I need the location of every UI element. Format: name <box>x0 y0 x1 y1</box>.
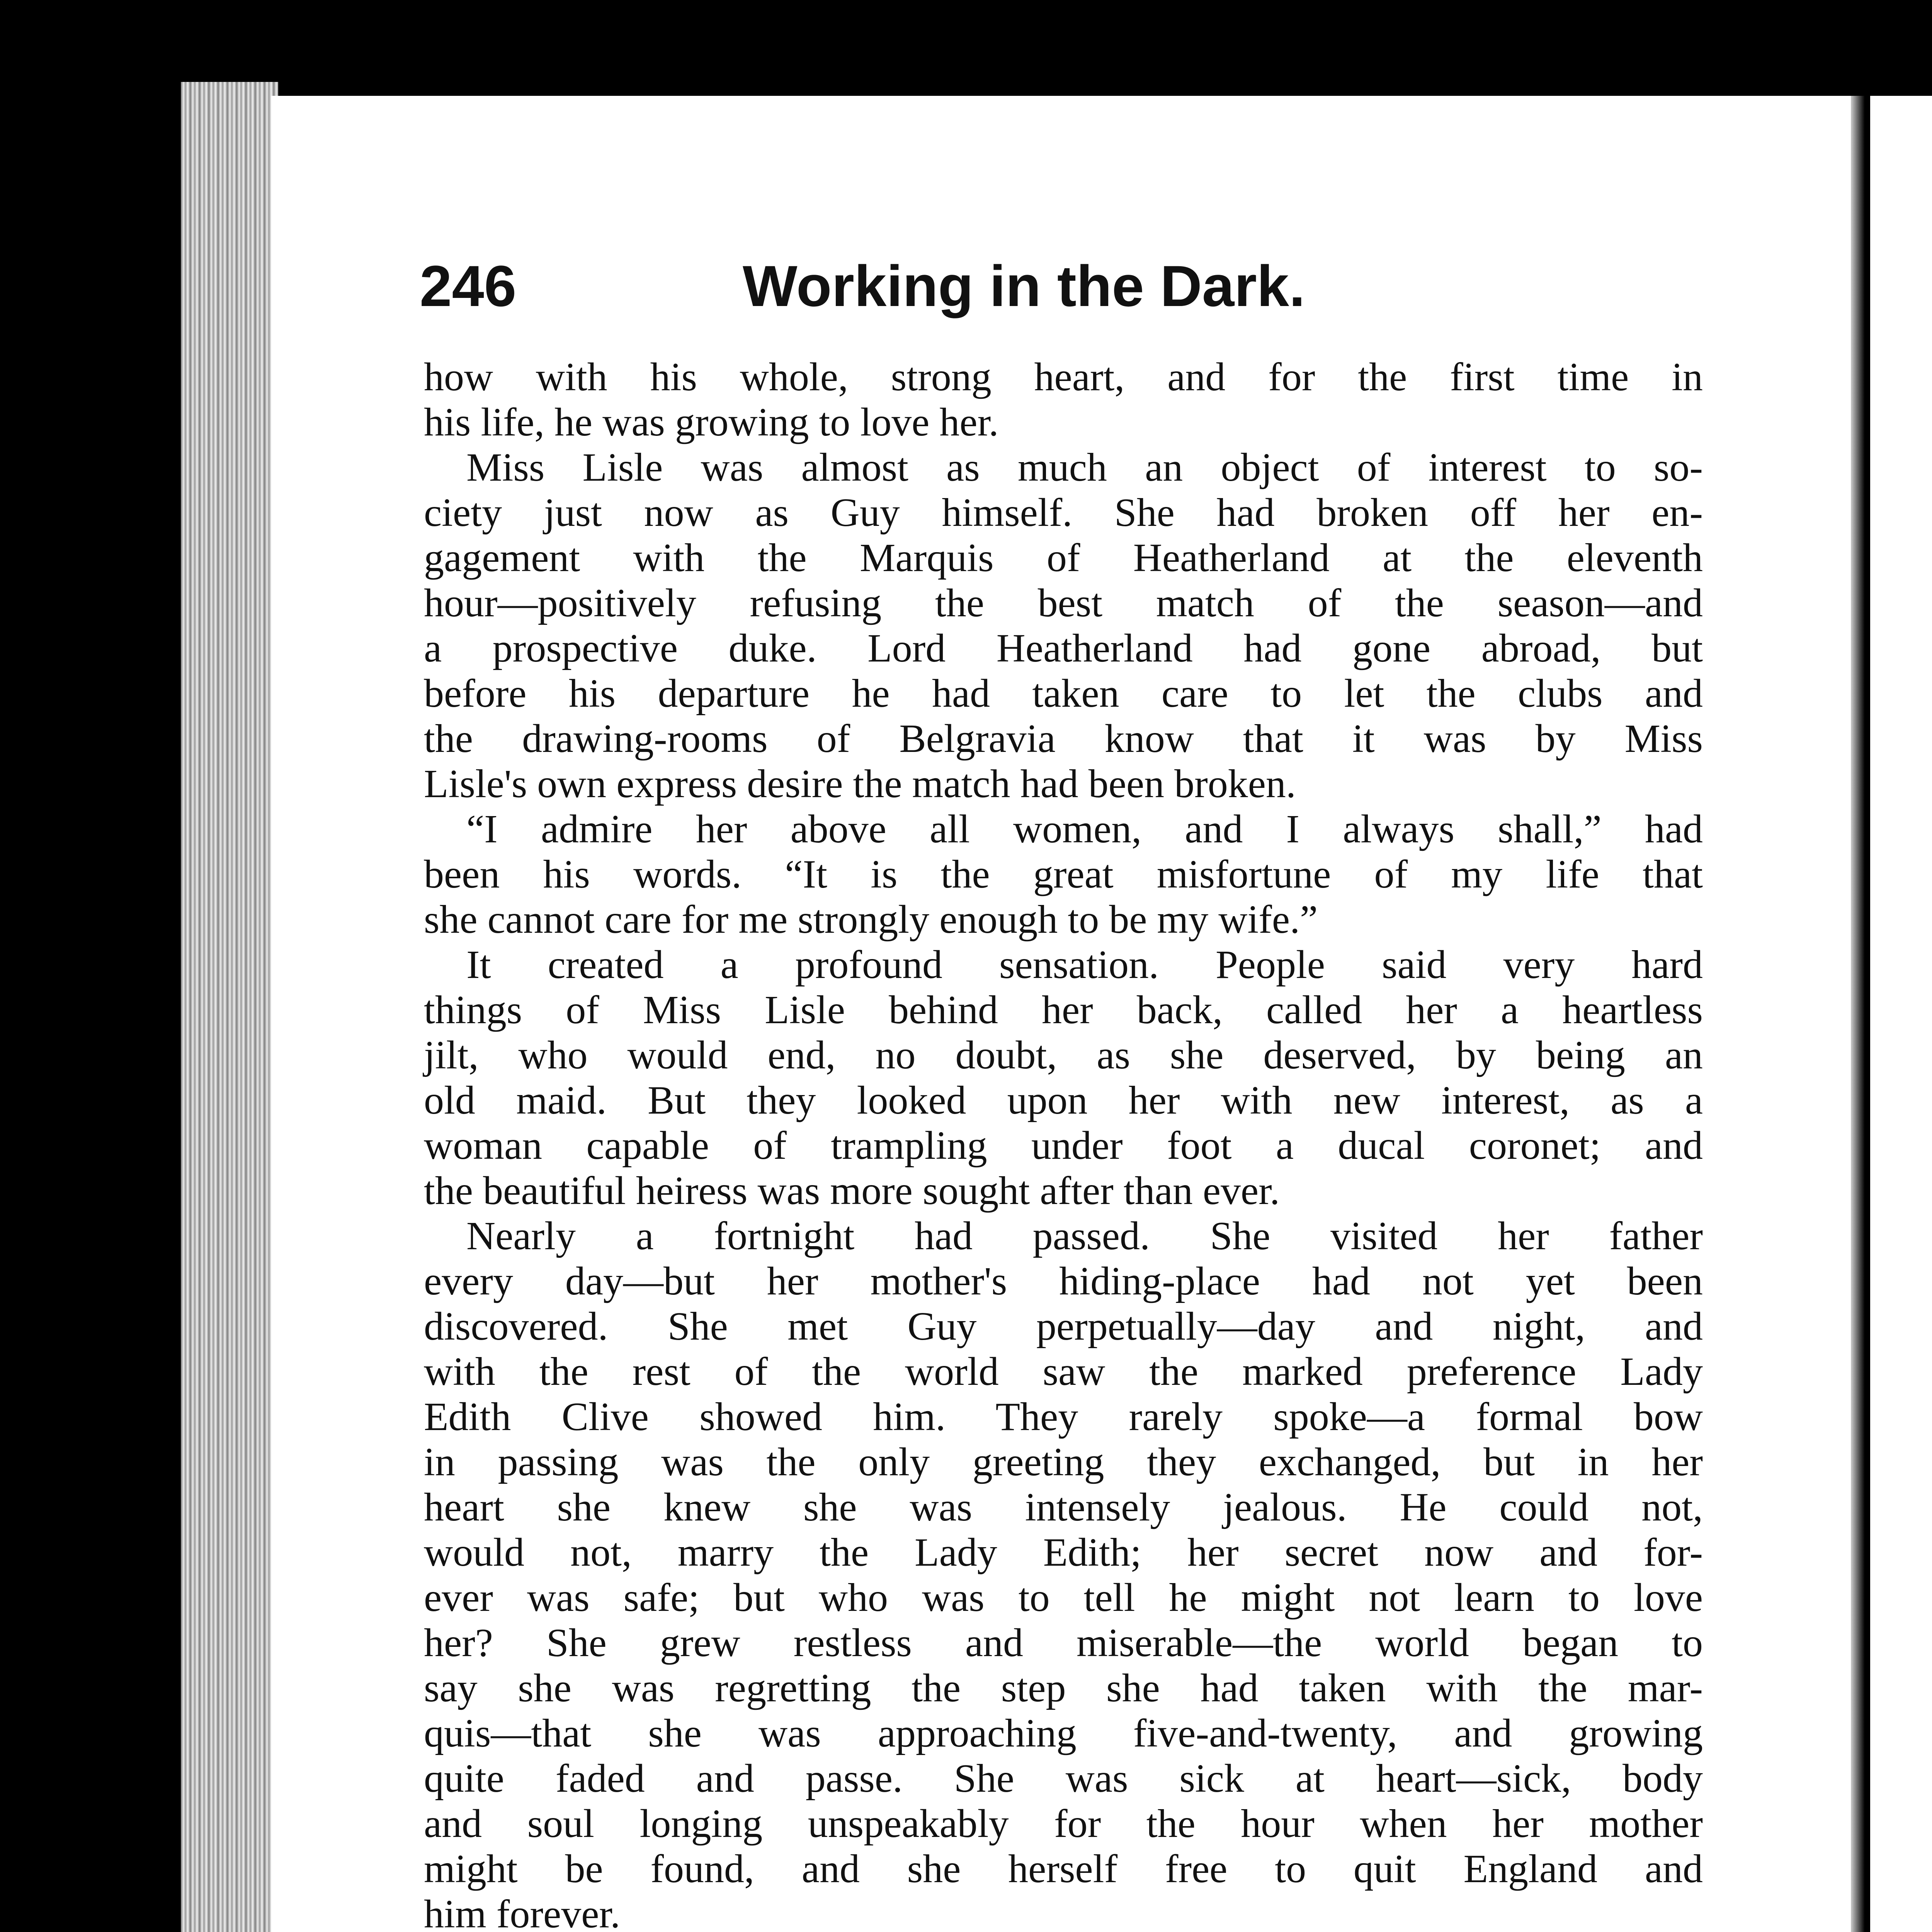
text-line: Edith Clive showed him. They rarely spoke—a formal bow <box>424 1395 1703 1439</box>
text-line: Nearly a fortnight had passed. She visited her father <box>466 1214 1703 1258</box>
text-line: Lisle's own express desire the match had been broken. <box>424 762 1296 806</box>
text-line: Miss Lisle was almost as much an object of interest to so- <box>466 445 1703 490</box>
text-line: his life, he was growing to love her. <box>424 400 999 444</box>
body-text <box>424 354 1703 1932</box>
text-line: ciety just now as Guy himself. She had broken off her en- <box>424 490 1703 535</box>
text-line: would not, marry the Lady Edith; her secret now and for- <box>424 1530 1703 1575</box>
text-line: old maid. But they looked upon her with new interest, as a <box>424 1078 1703 1122</box>
text-line: with the rest of the world saw the marked preference Lady <box>424 1349 1703 1394</box>
text-line: a prospective duke. Lord Heatherland had gone abroad, but <box>424 626 1703 670</box>
text-line: in passing was the only greeting they exchanged, but in her <box>424 1440 1703 1484</box>
text-line: the beautiful heiress was more sought after than ever. <box>424 1168 1280 1213</box>
text-line: ever was safe; but who was to tell he might not learn to love <box>424 1575 1703 1620</box>
page-number: 246 <box>420 253 517 318</box>
text-line: every day—but her mother's hiding-place had not yet been <box>424 1259 1703 1303</box>
text-line: gagement with the Marquis of Heatherland at the eleventh <box>424 536 1703 580</box>
text-line: and soul longing unspeakably for the hour when her mother <box>424 1801 1703 1846</box>
text-line: It created a profound sensation. People said very hard <box>466 942 1703 987</box>
text-line: hour—positively refusing the best match of the season—and <box>424 581 1703 625</box>
text-line: discovered. She met Guy perpetually—day and night, and <box>424 1304 1703 1349</box>
text-line: the drawing-rooms of Belgravia know that it was by Miss <box>424 716 1703 761</box>
running-title: Working in the Dark. <box>743 253 1305 318</box>
text-line: him forever. <box>424 1892 621 1932</box>
text-line: heart she knew she was intensely jealous. He could not, <box>424 1485 1703 1529</box>
text-line: woman capable of trampling under foot a ducal coronet; and <box>424 1123 1703 1168</box>
facing-page <box>1870 96 1932 1932</box>
text-line: quite faded and passe. She was sick at heart—sick, body <box>424 1756 1703 1801</box>
text-line: her? She grew restless and miserable—the world began to <box>424 1621 1703 1665</box>
text-line: say she was regretting the step she had taken with the mar- <box>424 1666 1703 1710</box>
text-line: how with his whole, strong heart, and for the first time in <box>424 355 1703 399</box>
text-line: before his departure he had taken care to let the clubs and <box>424 671 1703 716</box>
text-line: quis—that she was approaching five-and-twenty, and growing <box>424 1711 1703 1755</box>
text-line: she cannot care for me strongly enough to be my wife.” <box>424 897 1318 942</box>
page-edge-stack <box>181 82 278 1932</box>
text-line: “I admire her above all women, and I always shall,” had <box>466 807 1703 851</box>
page-header <box>420 247 1702 332</box>
text-line: been his words. “It is the great misfortune of my life that <box>424 852 1703 896</box>
text-line: might be found, and she herself free to quit England and <box>424 1847 1703 1891</box>
text-line: jilt, who would end, no doubt, as she deserved, by being an <box>424 1033 1703 1077</box>
text-line: things of Miss Lisle behind her back, called her a heartless <box>424 988 1703 1032</box>
